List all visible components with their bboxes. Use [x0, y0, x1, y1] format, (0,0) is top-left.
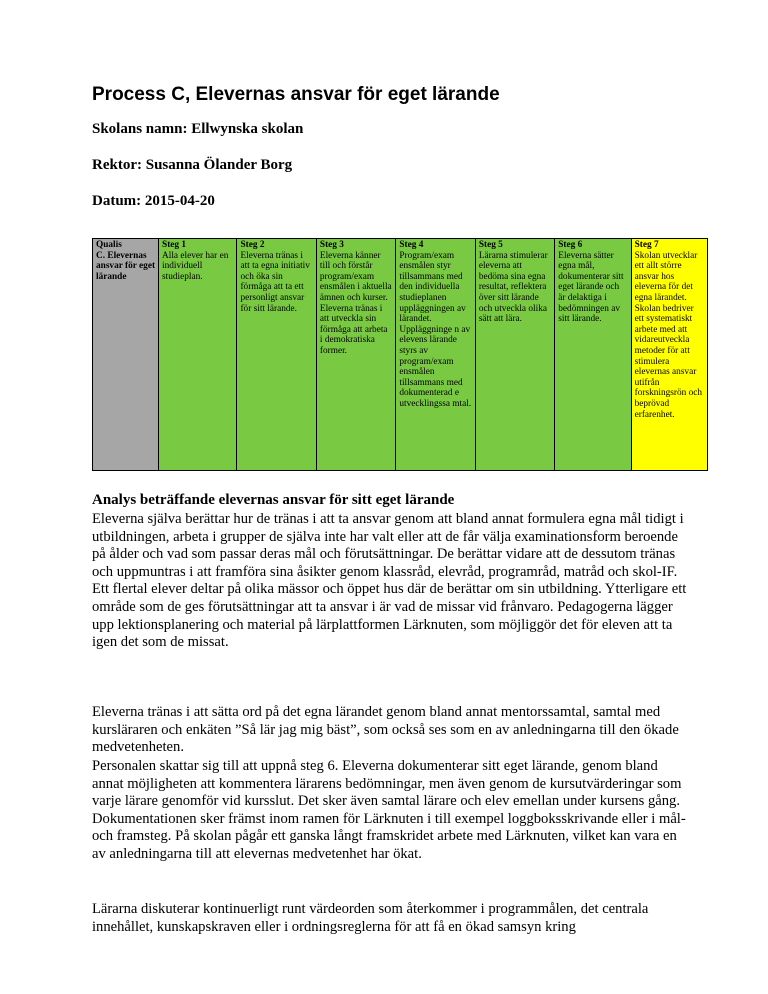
- step-text: Lärarna stimulerar eleverna att bedöma sina egna resultat, reflektera över sitt lärande och utveckla olika sätt att lära.: [478, 250, 548, 325]
- step-cell-2: [237, 239, 316, 471]
- step-text: Eleverna tränas i att ta egna initiativ och öka sin förmåga att ta ett personligt ansvar för sitt lärande.: [240, 250, 310, 314]
- step-cell-7: [631, 239, 707, 471]
- process-steps-table: [92, 238, 708, 471]
- step-label: Steg 3: [319, 240, 344, 250]
- step-label: Steg 6: [558, 240, 583, 250]
- process-cell: [93, 239, 159, 471]
- step-label: Steg 5: [478, 240, 503, 250]
- step-label: Steg 2: [240, 240, 265, 250]
- analysis-paragraph: Lärarna diskuterar kontinuerligt runt värdeorden som återkommer i programmålen, det centrala innehållet, kunskapskraven eller i ordningsreglerna för att få en ökad samsyn kring: [92, 901, 649, 935]
- step-cell-4: [396, 239, 475, 471]
- step-text: Program/exam ensmålen styr tillsammans med den individuella studieplanen uppläggningen av lärandet. Uppläggninge n av elevens lärande styrs av program/exam ensmålen tillsammans med dokumenterad e utvecklingssa mtal.: [399, 250, 472, 409]
- step-text: Alla elever har en individuell studieplan.: [162, 250, 229, 282]
- analysis-paragraph: Personalen skattar sig till att uppnå steg 6. Eleverna dokumenterar sitt eget lärande, genom bland annat möjligheten att kommentera lärarens bedömningar, men även genom de kursutvärderingar som varje lärare genomför vid kursslut. Det sker även samtal lärare och elev emellan under kursens gång. Dokumentationen sker främst inom ramen för Lärknuten i till exempel loggboksskrivande eller i mål- och framsteg. På skolan pågår ett ganska långt framskridet arbete med Lärknuten, vilket kan vara en av anledningarna till att elevernas medvetenhet har ökat.: [92, 758, 686, 862]
- step-label: Steg 4: [399, 240, 424, 250]
- step-label: Steg 7: [634, 240, 659, 250]
- step-text: Skolan utvecklar ett allt större ansvar hos eleverna för det egna lärandet. Skolan bedriver ett systematiskt arbete med att vidareutveckla metoder för att stimulera elevernas ansvar utifrån forskningsrön och beprövad erfarenhet.: [634, 250, 703, 420]
- process-name: C. Elevernas ansvar för eget lärande: [96, 250, 156, 282]
- step-text: Eleverna sätter egna mål, dokumenterar sitt eget lärande och är delaktiga i bedömningen av sitt lärande.: [558, 250, 624, 325]
- step-text: Eleverna känner till och förstår program/exam ensmålen i aktuella ämnen och kurser. Eleverna tränas i att utveckla sin förmåga att arbeta i demokratiska former.: [319, 250, 392, 356]
- step-cell-3: [316, 239, 395, 471]
- document-title: Process C, Elevernas ansvar för eget lärande: [92, 84, 500, 105]
- process-label: Qualis: [96, 240, 122, 250]
- school-name: Skolans namn: Ellwynska skolan: [92, 121, 304, 137]
- analysis-paragraph: Eleverna tränas i att sätta ord på det egna lärandet genom bland annat mentorssamtal, samtal med kursläraren och enkäten ”Så lär jag mig bäst”, som också ses som en av anledningarna till den ökade medvetenheten.: [92, 704, 679, 756]
- analysis-heading: Analys beträffande elevernas ansvar för sitt eget lärande: [92, 492, 455, 508]
- step-cell-1: [159, 239, 237, 471]
- step-label: Steg 1: [162, 240, 187, 250]
- step-cell-5: [475, 239, 554, 471]
- analysis-paragraph: Eleverna själva berättar hur de tränas i att ta ansvar genom att bland annat formulera egna mål tidigt i utbildningen, arbeta i grupper de själva inte har valt eller att de får välja examinationsform beroende på ålder och vad som passar deras mål och förutsättningar. De berättar vidare att de dessutom tränas och uppmuntras i att framföra sina åsikter genom klassråd, elevråd, programråd, matråd och skol-IF. Ett flertal elever deltar på olika mässor och öppet hus där de berättar om sin utbildning. Ytterligare ett område som de ges förutsättningar att ta ansvar i är vad de missar vid frånvaro. Pedagogerna lägger upp lektionsplanering och material på lärplattformen Lärknuten, som möjliggör det för eleven att ta igen det som de missat.: [92, 511, 687, 651]
- step-cell-6: [555, 239, 631, 471]
- table-row: [93, 239, 708, 471]
- document-date: Datum: 2015-04-20: [92, 193, 215, 209]
- principal-name: Rektor: Susanna Ölander Borg: [92, 157, 293, 173]
